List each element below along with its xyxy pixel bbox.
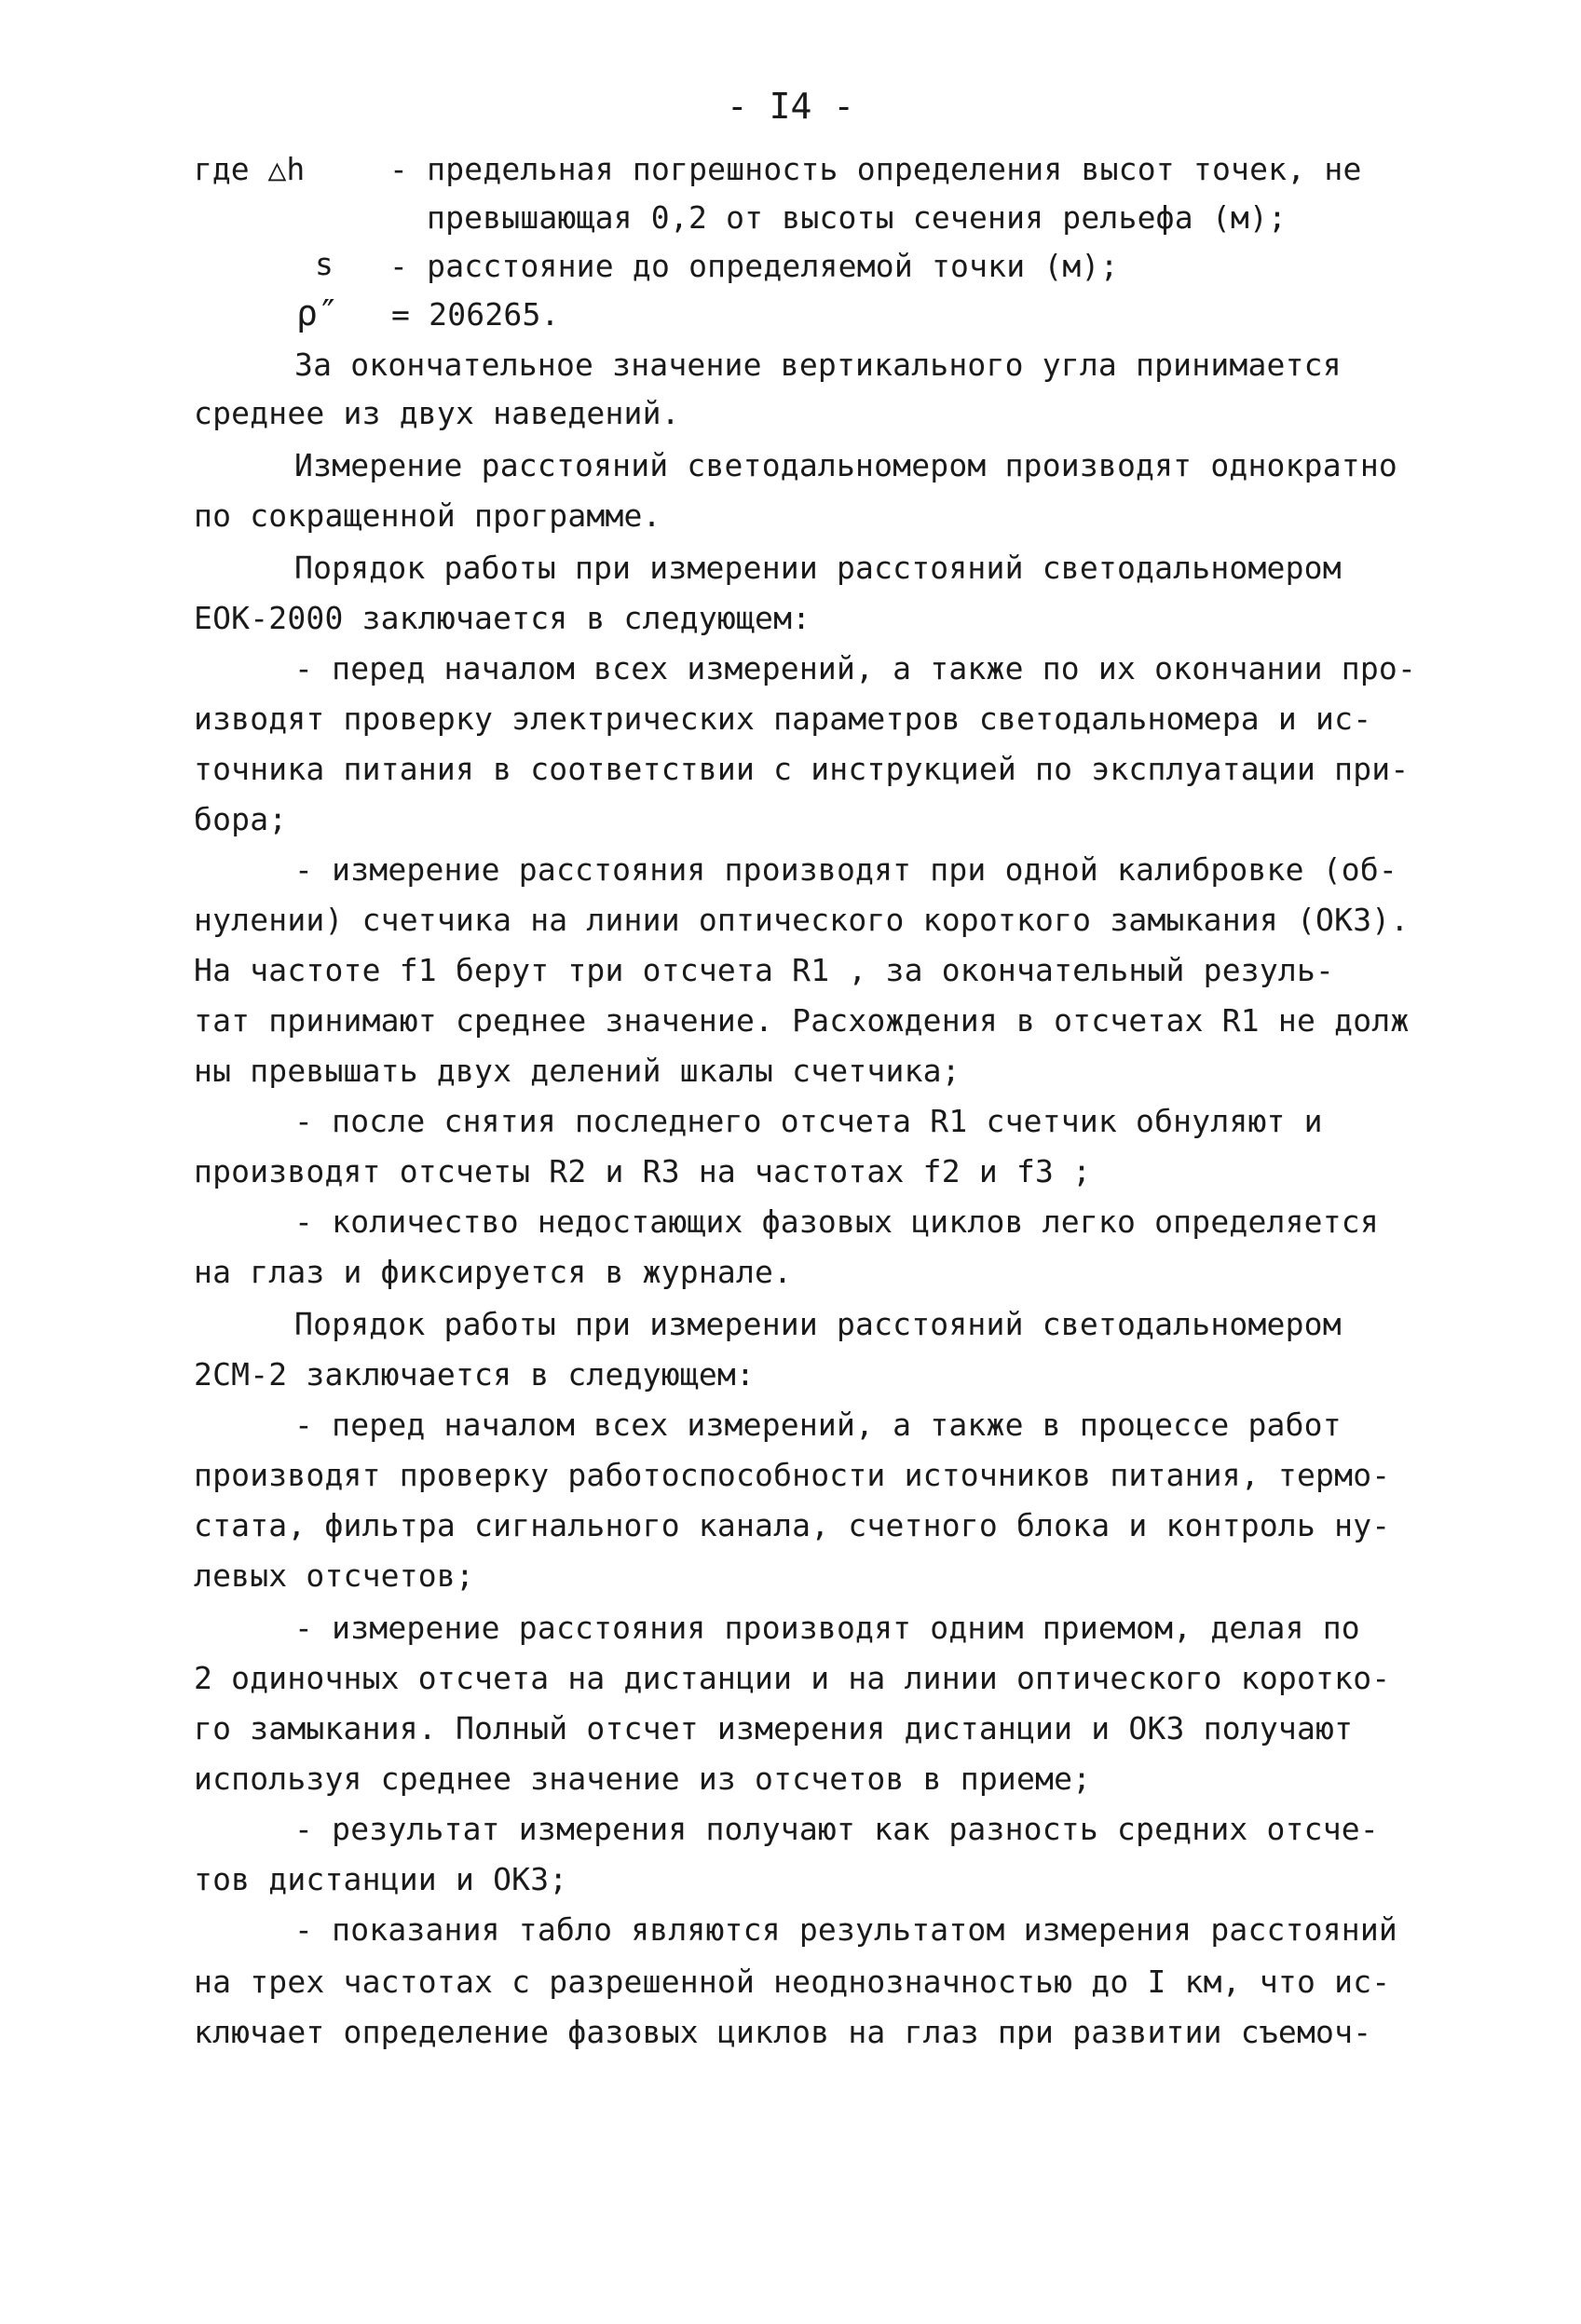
- text-line: - количество недостающих фазовых циклов легко определяется: [294, 1203, 1379, 1240]
- text-line: ны превышать двух делений шкалы счетчика;: [194, 1053, 961, 1089]
- text-line: 2СМ-2 заключается в следующем:: [194, 1356, 756, 1393]
- text-line: на глаз и фиксируется в журнале.: [194, 1254, 793, 1290]
- text-line: - результат измерения получают как разность средних отсче-: [294, 1811, 1379, 1847]
- text-line: тов дистанции и ОКЗ;: [194, 1861, 568, 1897]
- text-line: 2 одиночных отсчета на дистанции и на линии оптического коротко-: [194, 1660, 1391, 1696]
- definition-text-dh: - предельная погрешность определения высот точек, не: [389, 151, 1362, 187]
- text-line: изводят проверку электрических параметров светодальномера и ис-: [194, 700, 1372, 737]
- text-line: - после снятия последнего отсчета R1 счетчик обнуляют и: [294, 1103, 1323, 1139]
- definition-symbol-dh: где △h: [194, 151, 306, 187]
- text-line: Измерение расстояний светодальномером производят однократно: [294, 447, 1397, 483]
- text-line: - измерение расстояния производят при одной калибровке (об-: [294, 851, 1397, 888]
- text-line: - измерение расстояния производят одним приемом, делая по: [294, 1610, 1360, 1646]
- text-line: производят отсчеты R2 и R3 на частотах f2 и f3 ;: [194, 1153, 1092, 1189]
- text-line: На частоте f1 берут три отсчета R1 , за окончательный резуль-: [194, 952, 1335, 988]
- definition-symbol-rho: ρ″: [296, 292, 339, 333]
- text-line: - перед началом всех измерений, а также в процессе работ: [294, 1407, 1342, 1443]
- text-line: бора;: [194, 801, 288, 837]
- definition-text-dh-cont: превышающая 0,2 от высоты сечения рельефа (м);: [427, 199, 1288, 236]
- text-line: стата, фильтра сигнального канала, счетного блока и контроль ну-: [194, 1507, 1391, 1543]
- text-line: используя среднее значение из отсчетов в приеме;: [194, 1760, 1092, 1797]
- text-line: За окончательное значение вертикального угла принимается: [294, 347, 1342, 383]
- definition-text-rho: = 206265.: [391, 296, 560, 333]
- text-line: производят проверку работоспособности источников питания, термо-: [194, 1457, 1391, 1493]
- text-line: нулении) счетчика на линии оптического короткого замыкания (ОКЗ).: [194, 902, 1410, 938]
- text-line: среднее из двух наведений.: [194, 395, 680, 431]
- text-line: Порядок работы при измерении расстояний светодальномером: [294, 1306, 1342, 1342]
- text-line: го замыкания. Полный отсчет измерения дистанции и ОКЗ получают: [194, 1710, 1354, 1746]
- text-line: по сокращенной программе.: [194, 497, 661, 534]
- text-line: ЕОК-2000 заключается в следующем:: [194, 600, 811, 636]
- text-line: на трех частотах с разрешенной неоднозначностью до I км, что ис-: [194, 1964, 1391, 2000]
- text-line: точника питания в соответствии с инструкцией по эксплуатации при-: [194, 751, 1410, 787]
- text-line: - перед началом всех измерений, а также по их окончании про-: [294, 650, 1417, 686]
- text-line: ключает определение фазовых циклов на глаз при развитии съемоч-: [194, 2014, 1372, 2050]
- page-number: - I4 -: [726, 86, 855, 127]
- definition-symbol-s: s: [315, 246, 334, 282]
- text-line: - показания табло являются результатом измерения расстояний: [294, 1911, 1397, 1948]
- text-line: левых отсчетов;: [194, 1557, 475, 1594]
- text-line: Порядок работы при измерении расстояний светодальномером: [294, 550, 1342, 586]
- definition-text-s: - расстояние до определяемой точки (м);: [389, 248, 1119, 284]
- text-line: тат принимают среднее значение. Расхождения в отсчетах R1 не долж: [194, 1002, 1410, 1039]
